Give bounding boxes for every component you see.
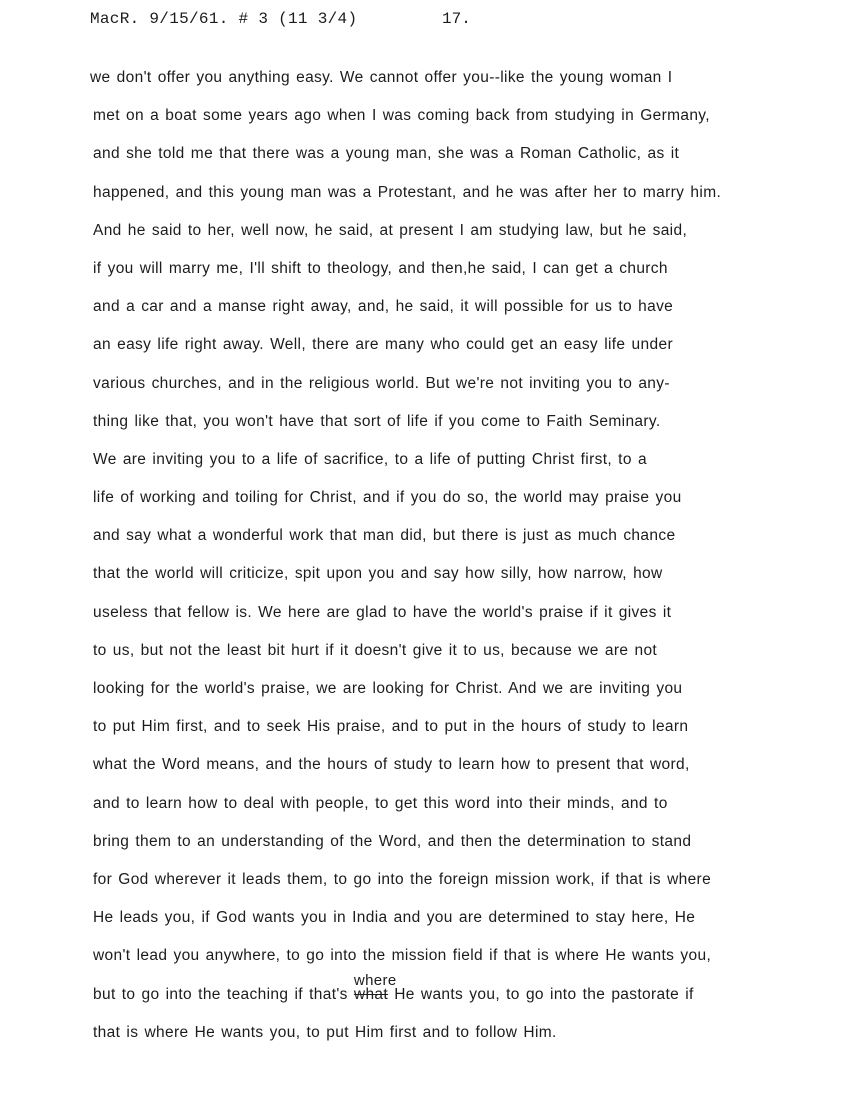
page-header-reference: MacR. 9/15/61. # 3 (11 3/4) [90, 10, 358, 28]
text-line: life of working and toiling for Christ, and if you do so, the world may praise you [93, 489, 682, 507]
line-segment-before: but to go into the teaching if that's [93, 985, 354, 1003]
text-line: and to learn how to deal with people, to get this word into their minds, and to [93, 794, 668, 812]
text-line-last: that is where He wants you, to put Him first and to follow Him. [93, 1023, 557, 1041]
text-line: useless that fellow is. We here are glad to have the world's praise if it gives it [93, 603, 672, 621]
body-text [90, 66, 795, 1059]
text-line: looking for the world's praise, we are looking for Christ. And we are inviting you [93, 680, 683, 697]
text-line: that the world will criticize, spit upon you and say how silly, how narrow, how [93, 565, 663, 583]
text-line: and say what a wonderful work that man did, but there is just as much chance [93, 527, 676, 545]
text-line: if you will marry me, I'll shift to theology, and then,he said, I can get a church [93, 259, 668, 277]
text-line: bring them to an understanding of the Word, and then the determination to stand [93, 832, 692, 850]
text-line: what the Word means, and the hours of study to learn how to present that word, [93, 756, 690, 774]
text-line: to us, but not the least bit hurt if it doesn't give it to us, because we are not [93, 641, 658, 659]
text-line: and a car and a manse right away, and, he said, it will possible for us to have [93, 298, 674, 316]
text-line-correction [90, 971, 795, 1021]
page-number: 17. [442, 10, 471, 28]
line-segment-after: He wants you, to go into the pastorate if [388, 985, 694, 1003]
text-line: And he said to her, well now, he said, at present I am studying law, but he said, [93, 221, 688, 239]
text-line: an easy life right away. Well, there are many who could get an easy life under [93, 336, 673, 354]
handwritten-correction [353, 971, 397, 1007]
text-line: for God wherever it leads them, to go into the foreign mission work, if that is where [93, 870, 712, 888]
inserted-word: where [353, 971, 397, 989]
text-line: various churches, and in the religious world. But we're not inviting you to any- [93, 374, 670, 392]
text-line: won't lead you anywhere, to go into the mission field if that is where He wants you, [93, 947, 712, 965]
text-line: happened, and this young man was a Protestant, and he was after her to marry him. [93, 183, 722, 201]
text-line: to put Him first, and to seek His praise, and to put in the hours of study to learn [93, 718, 689, 736]
text-line: met on a boat some years ago when I was coming back from studying in Germany, [93, 107, 710, 125]
text-line: thing like that, you won't have that sort of life if you come to Faith Seminary. [93, 412, 661, 430]
text-line: and she told me that there was a young man, she was a Roman Catholic, as it [93, 145, 680, 163]
text-line: He leads you, if God wants you in India and you are determined to stay here, He [93, 909, 696, 927]
struck-word: what [353, 985, 389, 1003]
text-line: we don't offer you anything easy. We cannot offer you--like the young woman I [90, 69, 673, 86]
text-line: We are inviting you to a life of sacrifice, to a life of putting Christ first, to a [93, 450, 647, 468]
